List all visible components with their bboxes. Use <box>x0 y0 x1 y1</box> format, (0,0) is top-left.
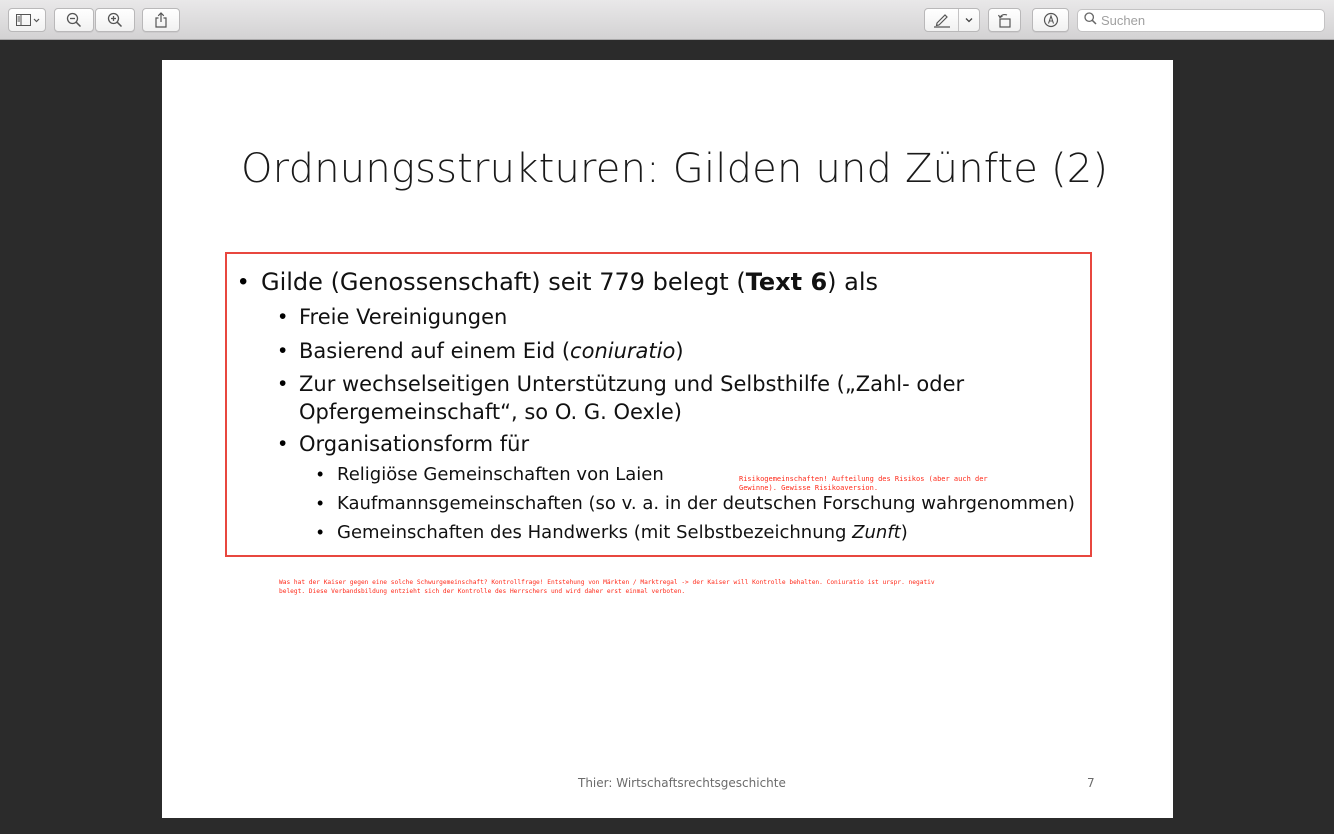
zoom-in-button[interactable] <box>95 8 135 32</box>
pen-icon <box>925 9 958 31</box>
share-icon <box>154 12 168 28</box>
search-input[interactable] <box>1101 13 1321 28</box>
annotation-risiko <box>739 475 988 493</box>
slide-title: Ordnungsstrukturen: Gilden und Zünfte (2) <box>241 146 1109 192</box>
bullet-marker: • <box>317 522 324 542</box>
rotate-icon <box>996 12 1014 28</box>
annotation-kaiser-line2: belegt. Diese Verbandsbildung entzieht sich der Kontrolle des Herrschers und wird daher erst einmal verboten. <box>279 588 686 595</box>
sidebar-icon <box>9 9 45 31</box>
search-icon <box>1084 12 1097 30</box>
highlight-box <box>225 252 1092 557</box>
zoom-out-icon <box>66 12 82 28</box>
bullet-marker: • <box>317 464 324 484</box>
annotation-risiko-line1: Risikogemeinschaften! Aufteilung des Risikos (aber auch der <box>739 475 988 483</box>
bullet-handwerk: Gemeinschaften des Handwerks (mit Selbstbezeichnung Zunft) <box>337 522 908 543</box>
bullet-marker: • <box>317 493 324 513</box>
annotation-risiko-line2: Gewinne). Gewisse Risikoaversion. <box>739 484 879 492</box>
share-button[interactable] <box>142 8 180 32</box>
markup-toolbar-button[interactable] <box>924 8 980 32</box>
annotation-kaiser <box>279 578 935 596</box>
chevron-down-icon[interactable] <box>959 9 979 31</box>
page-number: 7 <box>1087 776 1095 790</box>
search-field[interactable] <box>1077 9 1325 32</box>
bullet-marker: • <box>279 339 287 362</box>
markup-circle-icon <box>1043 12 1059 28</box>
zoom-in-icon <box>107 12 123 28</box>
bullet-unterstuetzung-line1: Zur wechselseitigen Unterstützung und Selbsthilfe („Zahl- oder <box>299 372 965 396</box>
bullet-unterstuetzung-line2: Opfergemeinschaft“, so O. G. Oexle) <box>299 400 682 424</box>
bullet-marker: • <box>279 305 287 328</box>
bullet-organisationsform: Organisationsform für <box>299 432 530 456</box>
bullet-marker: • <box>279 372 287 395</box>
sidebar-button[interactable] <box>8 8 46 32</box>
slide-footer: Thier: Wirtschaftsrechtsgeschichte <box>578 776 786 790</box>
annotate-button[interactable] <box>1032 8 1069 32</box>
bullet-kaufmann: Kaufmannsgemeinschaften (so v. a. in der deutschen Forschung wahrgenommen) <box>337 493 1075 514</box>
bullet-marker: • <box>239 268 248 295</box>
bullet-freie-vereinigungen: Freie Vereinigungen <box>299 305 508 329</box>
bullet-gilde: Gilde (Genossenschaft) seit 779 belegt (Text 6) als <box>261 268 879 296</box>
pdf-page <box>162 60 1173 818</box>
zoom-out-button[interactable] <box>54 8 94 32</box>
bullet-religioese: Religiöse Gemeinschaften von Laien <box>337 464 664 485</box>
bullet-marker: • <box>279 432 287 455</box>
rotate-button[interactable] <box>988 8 1021 32</box>
annotation-kaiser-line1: Was hat der Kaiser gegen eine solche Schwurgemeinschaft? Kontrollfrage! Entstehung von Märkten / Marktregal -> der Kaiser will Kontrolle behalten. Coniuratio ist urspr. negativ <box>279 579 935 586</box>
bullet-eid: Basierend auf einem Eid (coniuratio) <box>299 339 684 363</box>
toolbar <box>0 0 1334 40</box>
